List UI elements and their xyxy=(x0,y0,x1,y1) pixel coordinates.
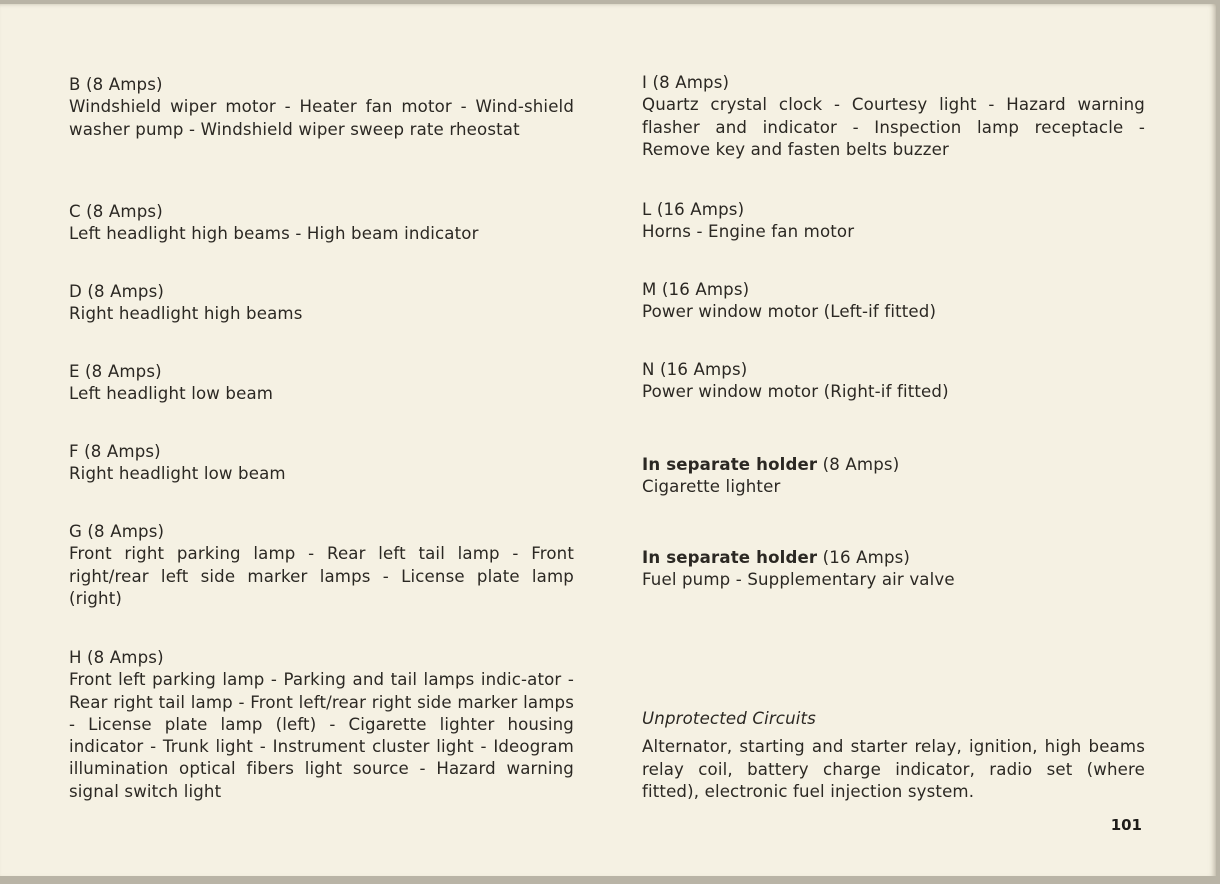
separate-holder-16-amps xyxy=(642,547,1145,592)
holder-label: In separate holder xyxy=(642,455,818,474)
page-number: 101 xyxy=(1110,816,1142,834)
fuse-heading: C (8 Amps) xyxy=(69,202,163,221)
fuse-heading: E (8 Amps) xyxy=(69,362,162,381)
fuse-heading: M (16 Amps) xyxy=(642,280,750,299)
fuse-circuits: Left headlight high beams - High beam indicator xyxy=(69,224,479,244)
holder-heading xyxy=(642,547,1145,569)
fuse-entry-g xyxy=(69,521,574,610)
holder-label: In separate holder xyxy=(642,548,818,567)
fuse-entry-n xyxy=(642,359,1145,404)
fuse-circuits: Windshield wiper motor - Heater fan motor - Wind-shield washer pump - Windshield wiper sweep rate rheostat xyxy=(69,97,574,139)
separate-holder-8-amps xyxy=(642,454,1145,499)
fuse-entry-f xyxy=(69,441,574,486)
fuse-entry-i xyxy=(642,72,1145,161)
fuse-circuits: Left headlight low beam xyxy=(69,384,274,404)
holder-heading xyxy=(642,454,1145,476)
holder-amps: (16 Amps) xyxy=(817,548,911,567)
fuse-heading: G (8 Amps) xyxy=(69,522,165,541)
unprotected-circuits xyxy=(642,708,1145,803)
fuse-circuits: Right headlight low beam xyxy=(69,464,286,484)
fuse-heading: I (8 Amps) xyxy=(642,73,730,92)
fuse-entry-c xyxy=(69,201,574,246)
fuse-circuits: Horns - Engine fan motor xyxy=(642,222,855,242)
fuse-heading: L (16 Amps) xyxy=(642,200,745,219)
fuse-entry-d xyxy=(69,281,574,326)
fuse-circuits: Front left parking lamp - Parking and tail lamps indic-ator - Rear right tail lamp - Front left/rear right side marker lamps - License plate lamp (left) - Cigarette lighter housing indicator - Trunk light - Instrument cluster light - Ideogram illumination optical fibers light source - Hazard warning signal switch light xyxy=(69,670,574,801)
holder-circuits: Fuel pump - Supplementary air valve xyxy=(642,570,955,590)
fuse-heading: D (8 Amps) xyxy=(69,282,165,301)
fuse-circuits: Quartz crystal clock - Courtesy light - Hazard warning flasher and indicator - Inspection lamp receptacle - Remove key and fasten belts buzzer xyxy=(642,95,1145,159)
fuse-entry-b xyxy=(69,74,574,141)
fuse-entry-m xyxy=(642,279,1145,324)
fuse-circuits: Power window motor (Right-if fitted) xyxy=(642,382,949,402)
fuse-circuits: Power window motor (Left-if fitted) xyxy=(642,302,937,322)
fuse-entry-h xyxy=(69,647,574,803)
section-heading: Unprotected Circuits xyxy=(642,709,816,728)
holder-circuits: Cigarette lighter xyxy=(642,477,781,497)
holder-amps: (8 Amps) xyxy=(817,455,900,474)
fuse-heading: N (16 Amps) xyxy=(642,360,748,379)
fuse-entry-l xyxy=(642,199,1145,244)
fuse-heading: F (8 Amps) xyxy=(69,442,161,461)
manual-page xyxy=(0,4,1216,876)
fuse-heading: B (8 Amps) xyxy=(69,75,163,94)
section-text: Alternator, starting and starter relay, ignition, high beams relay coil, battery charge indicator, radio set (where fitted), electronic fuel injection system. xyxy=(642,737,1145,801)
fuse-circuits: Front right parking lamp - Rear left tail lamp - Front right/rear left side marker lamps - License plate lamp (right) xyxy=(69,544,574,608)
fuse-heading: H (8 Amps) xyxy=(69,648,164,667)
fuse-entry-e xyxy=(69,361,574,406)
fuse-circuits: Right headlight high beams xyxy=(69,304,303,324)
